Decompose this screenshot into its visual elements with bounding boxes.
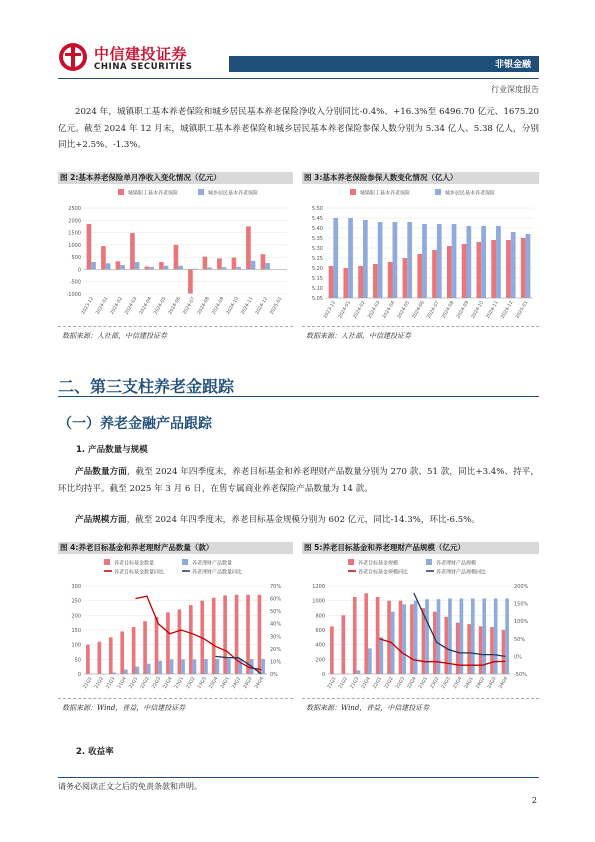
x-tick-label: 2024-07 (182, 296, 197, 316)
bar (101, 246, 106, 269)
x-tick-label: 2024-06 (168, 296, 182, 316)
scale-text: ，截至 2024 年四季度末，养老目标基金规模分别为 602 亿元，同比-14.3%，环比-6.5%。 (126, 515, 480, 525)
bar (329, 266, 334, 298)
bar (399, 601, 403, 674)
bar (393, 222, 398, 298)
bar (130, 233, 135, 269)
x-tick-label: 2024-04 (139, 296, 153, 316)
x-tick-label: 24Q3 (487, 676, 498, 690)
bar (227, 659, 231, 674)
x-tick-label: 23Q2 (185, 676, 197, 690)
bar (358, 266, 363, 298)
bar (496, 226, 501, 298)
brand-cn: 中信建投证券 (94, 45, 188, 63)
bar (387, 601, 391, 674)
x-tick-label: 22Q4 (162, 676, 174, 690)
y-tick-label: 0 (321, 672, 325, 678)
x-tick-label: 2024-08 (441, 300, 456, 320)
y-tick-label: 1500 (68, 230, 81, 237)
legend-swatch (182, 559, 188, 565)
bar (166, 612, 170, 674)
fig5-chart (302, 556, 539, 694)
x-tick-label: 2024-03 (124, 296, 139, 316)
x-tick-label: 22Q3 (151, 676, 163, 690)
bar (368, 648, 372, 674)
x-tick-label: 2023-12 (323, 300, 338, 320)
legend-label: 养老目标基金数量同比 (114, 569, 165, 576)
fig3-rule (302, 326, 539, 327)
fig2-chart (58, 186, 293, 324)
series-line (136, 596, 262, 670)
bar (116, 261, 121, 269)
bar (235, 595, 239, 674)
x-tick-label: 22Q1 (128, 676, 140, 690)
bar (376, 597, 380, 674)
bar (158, 661, 162, 674)
bar (246, 226, 251, 269)
x-tick-label: 23Q4 (208, 676, 220, 690)
paragraph-quantity (58, 464, 539, 497)
bar (506, 240, 511, 298)
y2-tick-label: 150% (514, 601, 529, 608)
legend-label: 养老理财产品数量 (192, 560, 233, 567)
legend-label: 养老目标基金规模 (358, 560, 399, 567)
bar (97, 642, 101, 674)
x-tick-label: 23Q2 (429, 676, 441, 690)
legend-swatch (118, 189, 124, 195)
x-tick-label: 21Q3 (105, 676, 117, 690)
legend-label: 城镇职工基本养老保险 (128, 190, 179, 197)
x-tick-label: 22Q4 (406, 676, 418, 690)
bar (343, 268, 348, 298)
y-tick-label: 5.15 (311, 276, 323, 282)
x-tick-label: 2024-02 (110, 296, 124, 316)
bar (414, 601, 418, 674)
paragraph-scale (58, 512, 539, 529)
bar (178, 609, 182, 674)
bar (178, 266, 183, 270)
bar (109, 637, 113, 674)
x-tick-label: 24Q2 (475, 676, 487, 690)
x-tick-label: 2024-08 (197, 296, 211, 316)
x-tick-label: 2024-02 (352, 300, 367, 320)
bar (265, 263, 270, 269)
company-logo (58, 40, 193, 80)
x-tick-label: 24Q4 (498, 676, 510, 690)
report-type: 行业深度报告 (491, 85, 539, 94)
bar (526, 234, 531, 298)
y2-tick-label: 50% (514, 636, 526, 643)
bar (490, 627, 494, 674)
bar (143, 621, 147, 674)
y2-tick-label: 70% (270, 584, 282, 590)
bar (135, 667, 139, 674)
x-tick-label: 2025-01 (269, 296, 284, 316)
bar (462, 244, 467, 298)
fig2-rule (58, 326, 293, 327)
y-tick-label: 5.25 (311, 256, 323, 262)
bar (357, 670, 361, 674)
y-tick-label: 5.35 (311, 236, 323, 242)
bar (348, 218, 353, 298)
y-tick-label: 200 (71, 613, 81, 620)
x-tick-label: 21Q1 (326, 676, 338, 690)
page-number: 2 (531, 796, 537, 805)
y-tick-label: 200 (315, 657, 325, 664)
bar (217, 258, 222, 269)
bar (86, 645, 90, 674)
bar (482, 598, 486, 674)
legend-swatch (435, 189, 441, 195)
bar (402, 604, 406, 674)
legend-label: 城乡居民基本养老保险 (445, 190, 496, 197)
y-tick-label: 300 (71, 584, 81, 590)
bar (236, 267, 241, 269)
bar (407, 222, 412, 298)
bar (363, 220, 368, 298)
bar (330, 626, 334, 674)
series-line (380, 639, 506, 665)
bar (222, 267, 227, 269)
x-tick-label: 23Q3 (197, 676, 208, 690)
x-tick-label: 21Q2 (338, 676, 349, 690)
y-tick-label: 5.20 (311, 266, 323, 272)
bar (181, 659, 185, 674)
bar (188, 269, 193, 293)
legend-swatch (104, 559, 110, 565)
x-tick-label: 2024-05 (153, 296, 168, 316)
y2-tick-label: 60% (270, 596, 282, 603)
bar (174, 245, 179, 270)
bar (479, 626, 483, 674)
bar (223, 595, 227, 674)
citic-logo-icon (58, 42, 88, 72)
bar (204, 659, 208, 674)
bar (364, 593, 368, 674)
quantity-lead: 产品数量方面 (75, 467, 127, 477)
y-tick-label: 2000 (68, 218, 81, 225)
bar (467, 624, 471, 674)
x-tick-label: 21Q3 (349, 676, 361, 690)
bar (466, 226, 471, 298)
fig3-source: 数据来源：人社部，中信建投证券 (306, 332, 411, 340)
bar (261, 659, 265, 674)
bar (373, 264, 378, 298)
x-tick-label: 2024-04 (382, 300, 397, 320)
x-tick-label: 2024-12 (255, 296, 269, 316)
bar (417, 254, 422, 298)
bar (379, 637, 383, 674)
bar (433, 612, 437, 674)
bar (452, 224, 457, 298)
bar (471, 598, 475, 674)
fig5-source: 数据来源：Wind，普益，中信建投证券 (306, 704, 430, 712)
x-tick-label: 2024-01 (337, 300, 352, 320)
x-tick-label: 2024-06 (411, 300, 426, 320)
footer-disclaimer: 请务必阅读正文之后的免责条款和声明。 (58, 782, 202, 791)
header-rule (58, 78, 539, 79)
legend-swatch (348, 559, 354, 565)
fig3-chart (302, 186, 539, 324)
header-bar (229, 56, 539, 72)
section-title: 二、第三支柱养老金跟踪 (58, 377, 235, 396)
intro-paragraph: 2024 年，城镇职工基本养老保险和城乡居民基本养老保险净收入分别同比-0.4%、+16.3%至 6496.70 亿元、1675.20 亿元。截至 2024 年 12 月末，城镇职工基本养老保险和城乡居民基本养老保险参保人数分别为 5.34 亿人、5.38 亿人，分别同比+2.5%、-1.3%。 (58, 107, 539, 150)
x-tick-label: 24Q1 (220, 676, 231, 690)
y-tick-label: 5.10 (311, 286, 323, 292)
y2-tick-label: 200% (514, 584, 529, 590)
y-tick-label: 5.45 (311, 216, 323, 222)
y-tick-label: 150 (71, 628, 81, 634)
bar (246, 595, 250, 674)
bar (120, 265, 125, 269)
fig3-caption: 图 3:基本养老保险参保人数变化情况（亿人） (302, 172, 539, 184)
bar (258, 595, 262, 674)
bar (91, 262, 96, 269)
fig2-source: 数据来源：人社部，中信建投证券 (62, 332, 167, 340)
bar (425, 599, 429, 674)
fig2-caption: 图 2:基本养老保险单月净收入变化情况（亿元） (58, 172, 293, 184)
footer-rule (58, 777, 539, 778)
bar (456, 623, 460, 674)
fig4-caption: 图 4:养老目标基金和养老理财产品数量（款） (58, 542, 293, 554)
y2-tick-label: -50% (514, 672, 527, 678)
legend-label: 养老理财产品规模同比 (436, 569, 487, 576)
scale-lead: 产品规模方面 (75, 515, 127, 525)
x-tick-label: 2024-12 (500, 300, 515, 320)
x-tick-label: 2025-01 (515, 300, 530, 320)
x-tick-label: 24Q1 (464, 676, 475, 690)
sub-heading-quantity: 1. 产品数量与规模 (76, 445, 148, 455)
x-tick-label: 2024-01 (95, 296, 110, 316)
bar (341, 615, 345, 674)
x-tick-label: 2024-11 (240, 296, 255, 316)
y-tick-label: 5.40 (311, 226, 323, 232)
bar (432, 250, 437, 298)
x-tick-label: 2024-05 (397, 300, 412, 320)
bar (353, 597, 357, 674)
y2-tick-label: 0% (270, 672, 278, 678)
x-tick-label: 2024-10 (471, 300, 485, 320)
y-tick-label: 600 (315, 628, 325, 634)
bar (135, 262, 140, 269)
x-tick-label: 24Q2 (231, 676, 243, 690)
sub-heading-return: 2. 收益率 (76, 747, 114, 757)
x-tick-label: 2024-09 (211, 296, 226, 316)
bar (378, 222, 383, 298)
x-tick-label: 24Q4 (254, 676, 266, 690)
bar (261, 254, 266, 269)
y-tick-label: 0 (77, 672, 81, 678)
bar (494, 598, 498, 674)
x-tick-label: 2024-07 (426, 300, 441, 320)
y-tick-label: 250 (71, 598, 81, 605)
bar (164, 266, 169, 270)
bar (410, 604, 414, 674)
bar (203, 257, 208, 270)
bar (149, 267, 154, 269)
bar (251, 261, 256, 270)
bar (502, 630, 506, 674)
bar (491, 240, 496, 298)
bar (159, 262, 164, 269)
y2-tick-label: 30% (270, 634, 282, 641)
quantity-text: ，截至 2024 年四季度末，养老目标基金和养老理财产品数量分别为 270 款、51 款，同比+3.4%、持平，环比均持平。截至 2025 年 3 月 6 日，在售专属商业养老保险产品数量为 14 款。 (58, 467, 539, 494)
legend-label: 养老理财产品数量同比 (192, 569, 243, 576)
bar (212, 598, 216, 674)
bar (460, 598, 464, 674)
fig4-source: 数据来源：Wind，普益，中信建投证券 (62, 704, 186, 712)
bar (477, 242, 482, 298)
x-tick-label: 23Q1 (174, 676, 185, 690)
bar (132, 627, 136, 674)
x-tick-label: 22Q1 (372, 676, 384, 690)
x-tick-label: 2024-03 (367, 300, 382, 320)
y-tick-label: 1000 (68, 242, 81, 249)
legend-label: 城乡居民基本养老保险 (208, 190, 259, 197)
legend-label: 养老目标基金规模同比 (358, 569, 409, 576)
legend-label: 养老目标基金数量 (114, 560, 155, 567)
x-tick-label: 23Q3 (441, 676, 452, 690)
bar (106, 263, 111, 269)
y-tick-label: 2500 (68, 206, 81, 212)
fig5-rule (302, 698, 539, 699)
y-tick-label: 500 (71, 255, 81, 262)
y-tick-label: -1000 (66, 292, 81, 298)
y-tick-label: 5.05 (311, 296, 323, 302)
x-tick-label: 22Q2 (384, 676, 395, 690)
sector-label: 非银金融 (494, 60, 531, 70)
bar (511, 232, 516, 298)
fig4-chart (58, 556, 293, 694)
y-tick-label: 800 (315, 613, 325, 620)
y-tick-label: 0 (77, 267, 81, 274)
x-tick-label: 2024-11 (485, 300, 500, 320)
section-rule (58, 396, 539, 397)
bar (437, 224, 442, 298)
y-tick-label: 5.50 (311, 206, 323, 212)
y2-tick-label: 40% (270, 621, 282, 628)
y-tick-label: -500 (69, 279, 81, 286)
bar (505, 598, 509, 674)
bar (170, 659, 174, 674)
x-tick-label: 22Q2 (140, 676, 151, 690)
bar (189, 605, 193, 674)
y-tick-label: 5.30 (311, 246, 323, 252)
legend-swatch (198, 189, 204, 195)
y2-tick-label: 10% (270, 659, 282, 666)
bar (147, 664, 151, 674)
legend-label: 城镇职工基本养老保险 (360, 190, 411, 197)
bar (448, 598, 452, 674)
bar (207, 267, 212, 269)
y2-tick-label: 100% (514, 619, 529, 626)
x-tick-label: 21Q4 (361, 676, 372, 690)
x-tick-label: 23Q1 (418, 676, 429, 690)
subsection-title: （一）养老金融产品跟踪 (58, 416, 212, 432)
bar (155, 617, 159, 674)
legend-swatch (426, 559, 432, 565)
brand-en: CHINA SECURITIES (94, 62, 193, 72)
bar (422, 224, 427, 298)
y-tick-label: 400 (315, 642, 325, 649)
bar (521, 238, 526, 298)
bar (124, 670, 128, 674)
x-tick-label: 22Q3 (395, 676, 407, 690)
bar (333, 218, 338, 298)
fig4-rule (58, 698, 293, 699)
bar (388, 262, 393, 298)
y-tick-label: 1200 (312, 584, 325, 590)
y-tick-label: 50 (74, 657, 81, 664)
legend-swatch (350, 189, 356, 195)
bar (193, 659, 197, 674)
x-tick-label: 21Q1 (82, 676, 94, 690)
bar (447, 246, 452, 298)
y2-tick-label: 50% (270, 609, 282, 616)
y2-tick-label: 0% (514, 654, 522, 661)
y-tick-label: 100 (71, 642, 81, 649)
x-tick-label: 2023-12 (81, 296, 95, 316)
bar (87, 224, 92, 269)
y-tick-label: 1000 (312, 598, 325, 605)
x-tick-label: 21Q4 (117, 676, 128, 690)
x-tick-label: 2024-10 (226, 296, 240, 316)
bar (216, 659, 220, 674)
fig5-caption: 图 5:养老目标基金和养老理财产品规模（亿元） (302, 542, 539, 554)
bar (145, 266, 150, 269)
bar (232, 258, 237, 270)
legend-label: 养老理财产品规模 (436, 560, 477, 567)
x-tick-label: 2024-09 (456, 300, 471, 320)
x-tick-label: 21Q2 (94, 676, 105, 690)
bar (403, 258, 408, 298)
x-tick-label: 23Q4 (452, 676, 464, 690)
x-tick-label: 24Q3 (243, 676, 254, 690)
bar (120, 631, 124, 674)
bar (481, 226, 486, 298)
bar (444, 617, 448, 674)
y2-tick-label: 20% (270, 646, 282, 653)
